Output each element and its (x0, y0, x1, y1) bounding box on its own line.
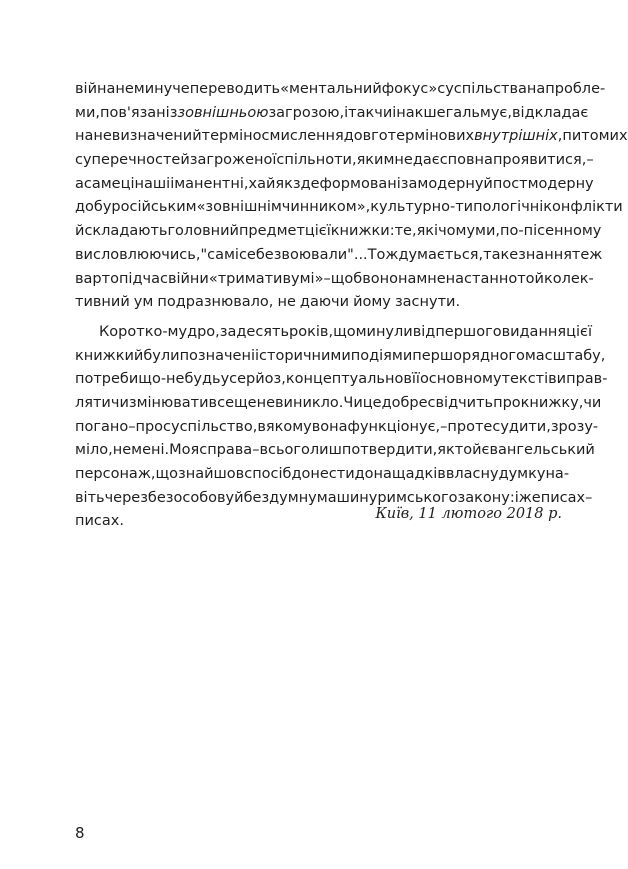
word: варто (75, 270, 119, 287)
word: основному (419, 371, 502, 388)
word: чи (374, 104, 393, 121)
word: фокус» (381, 81, 438, 97)
word: мені. (131, 442, 170, 459)
text-line (75, 244, 603, 268)
word: те (474, 418, 493, 435)
word: як (437, 442, 455, 459)
word: вона (311, 418, 348, 435)
word: й (75, 223, 85, 240)
word: висловлюючись, (75, 246, 201, 263)
word: в (257, 418, 266, 435)
word: судити, (492, 418, 551, 435)
word: війни (167, 270, 209, 287)
word: суперечностей (75, 152, 190, 169)
word: конфлікти (543, 199, 623, 216)
text-line (75, 291, 567, 315)
word: даючи (299, 294, 350, 311)
word: ми, (475, 223, 501, 240)
body-text (75, 78, 628, 534)
word: спосіб (244, 466, 292, 482)
word (177, 102, 268, 126)
word: звоювали"... (273, 246, 368, 263)
word: ненастанно (427, 270, 518, 287)
word: про (493, 394, 521, 411)
word: – (128, 418, 136, 435)
word: – (252, 442, 260, 459)
word: з (169, 104, 178, 121)
word: себе (238, 246, 274, 263)
word: довготермінових (343, 128, 475, 145)
word: добре (381, 394, 428, 411)
word: й (133, 347, 144, 364)
word: усерйоз, (220, 371, 286, 388)
word: інакше (392, 104, 446, 121)
word: спільноти, (276, 152, 357, 169)
word: на- (545, 466, 570, 482)
word: міло, (75, 442, 113, 459)
word: проявитися, (492, 152, 587, 169)
word: добу (75, 199, 112, 216)
word: постмодерну (492, 175, 594, 192)
word: загроженої (189, 152, 277, 169)
word: минули (355, 323, 413, 340)
word: Чи (343, 394, 363, 411)
word: суспільство, (163, 418, 258, 435)
word: римського (377, 489, 458, 506)
word: не (256, 394, 275, 411)
text-line (75, 368, 608, 392)
word: воно (362, 270, 398, 287)
word: наші (134, 175, 171, 192)
word: що-небудь (138, 371, 221, 388)
word: знання (518, 246, 572, 263)
word: умі» (291, 270, 324, 287)
text-line (75, 463, 570, 487)
word: колек- (543, 270, 594, 287)
text-line (75, 78, 606, 102)
word: на (526, 81, 546, 97)
word: головний (167, 223, 239, 240)
word: й (234, 489, 244, 506)
paragraph (75, 78, 628, 315)
word: Тож (367, 246, 399, 263)
text-line (75, 416, 599, 440)
word: невизначений (93, 128, 202, 145)
word: були (143, 347, 180, 364)
word: ум (133, 294, 154, 311)
word: нам (397, 270, 428, 287)
signature: Київ, 11 лютого 2018 р. (375, 506, 562, 522)
word: переводить (189, 81, 281, 97)
word: іже (514, 489, 541, 506)
word: Коротко-мудро, (99, 323, 220, 340)
text-line (75, 102, 589, 126)
word: потвердити, (341, 442, 438, 459)
word: не (277, 294, 296, 311)
word: до (354, 466, 374, 482)
word: що (155, 466, 179, 482)
word: десять (236, 323, 290, 340)
word: її (411, 371, 420, 388)
word: віть (75, 489, 105, 506)
word: книжку, (520, 394, 584, 411)
word: чи (583, 394, 602, 411)
word: в (282, 270, 292, 287)
word: від (412, 323, 436, 340)
word: неминуче (115, 81, 190, 97)
word: як (416, 223, 435, 240)
word: загрозою, (268, 104, 345, 121)
word: якому (265, 418, 312, 435)
word: гальмує, (445, 104, 512, 121)
word: що (333, 323, 356, 340)
word: пробле- (545, 81, 606, 97)
word: «зовнішнім (196, 199, 282, 216)
word: той (454, 442, 482, 459)
word: подіями (350, 347, 413, 364)
word: всього (259, 442, 310, 459)
word: в (403, 371, 412, 388)
word: цієї (304, 223, 331, 240)
word: модерну (417, 175, 484, 192)
word: час (142, 270, 168, 287)
word: чому (438, 223, 476, 240)
word: масштабу, (524, 347, 606, 364)
word: під (118, 270, 143, 287)
text-line (75, 173, 594, 197)
word: той (517, 270, 544, 287)
text-line (75, 220, 602, 244)
word: питомих (562, 128, 628, 145)
word: – (585, 489, 593, 506)
word: книжки: (330, 223, 395, 240)
word: – (323, 270, 331, 287)
word: функціонує, (347, 418, 441, 435)
word: цієї (566, 323, 593, 340)
text-line (75, 321, 593, 345)
word: закону: (457, 489, 515, 506)
word: свідчить (427, 394, 494, 411)
word: через (104, 489, 148, 506)
word: іманентні, (170, 175, 249, 192)
word: суспільства (437, 81, 527, 97)
word: ляти (75, 394, 111, 411)
word: внутрішніх, (474, 128, 563, 145)
word: безособову (147, 489, 235, 506)
word: змінювати (128, 394, 209, 411)
word: це (362, 394, 382, 411)
text-line (75, 345, 606, 369)
word: хай (248, 175, 276, 192)
word: термін (201, 128, 253, 145)
word: заснути. (394, 294, 461, 311)
word: нащадків (373, 466, 446, 482)
word: так (348, 104, 375, 121)
word: першого (435, 323, 502, 340)
word: потреби (75, 371, 139, 388)
word: складають (84, 223, 168, 240)
word: саме (83, 175, 121, 192)
word: «тримати (208, 270, 283, 287)
text-line (75, 268, 594, 292)
text-line (75, 439, 595, 463)
word: і (344, 104, 349, 121)
word: й (483, 175, 493, 192)
word: – (440, 418, 448, 435)
word: власну (445, 466, 499, 482)
word: знайшов (178, 466, 245, 482)
word: предмет (238, 223, 305, 240)
word: не (112, 442, 132, 459)
word: все (208, 394, 234, 411)
word: чи (110, 394, 129, 411)
word: справа (199, 442, 253, 459)
word: те, (394, 223, 417, 240)
word: тексті (501, 371, 549, 388)
word: писах. (75, 513, 124, 530)
word: про (135, 418, 164, 435)
word: – (586, 152, 594, 169)
word: книжки (75, 347, 134, 364)
word: чинником», (281, 199, 371, 216)
word: теж (571, 246, 603, 263)
word: історичними (255, 347, 351, 364)
word: не (394, 152, 413, 169)
word: подразнювало, (157, 294, 274, 311)
word: відкладає (512, 104, 589, 121)
word: йому (353, 294, 391, 311)
word: років, (289, 323, 334, 340)
word: сповна (439, 152, 493, 169)
text-line (75, 125, 628, 149)
word: зрозу- (550, 418, 599, 435)
word: євангельський (481, 442, 595, 459)
emphasis: внутрішніх (474, 128, 558, 145)
word: позначені (179, 347, 255, 364)
word: війна (75, 81, 116, 97)
word: щоб (330, 270, 363, 287)
word: видання (501, 323, 567, 340)
word: лиш (309, 442, 342, 459)
text-line (75, 196, 623, 220)
word: виправ- (548, 371, 608, 388)
word: виникло. (275, 394, 344, 411)
word: культурно-типологічні (370, 199, 544, 216)
word: думається, (398, 246, 484, 263)
word: за (400, 175, 418, 192)
word: і (434, 223, 439, 240)
word: ми, (75, 104, 100, 121)
word: бездумну (243, 489, 317, 506)
text-line (75, 149, 594, 173)
word: думку (498, 466, 546, 482)
word: яким (356, 152, 395, 169)
text-line (75, 392, 602, 416)
word: російським (111, 199, 197, 216)
word: за (219, 323, 237, 340)
word: машину (316, 489, 378, 506)
word: як (275, 175, 293, 192)
word: ще (234, 394, 257, 411)
word: писах (540, 489, 586, 506)
word: «ментальний (280, 81, 382, 97)
word: погано (75, 418, 129, 435)
paragraph (75, 321, 608, 534)
word: а (75, 175, 84, 192)
word: "самі (200, 246, 239, 263)
word: ці (120, 175, 135, 192)
word: про (447, 418, 475, 435)
word: таке (483, 246, 519, 263)
word: по-пісенному (500, 223, 602, 240)
word: дає (412, 152, 440, 169)
word: персонаж, (75, 466, 156, 482)
word: першорядного (412, 347, 525, 364)
word: на (75, 128, 94, 145)
word: донести (291, 466, 355, 482)
emphasis: зовнішньою (177, 104, 269, 121)
word: тивний (75, 294, 130, 311)
word: пов'язані (99, 104, 170, 121)
word: Моя (169, 442, 200, 459)
word: концептуально (285, 371, 404, 388)
page-number: 8 (75, 824, 85, 842)
word: осмислення (252, 128, 344, 145)
word: здеформовані (292, 175, 401, 192)
